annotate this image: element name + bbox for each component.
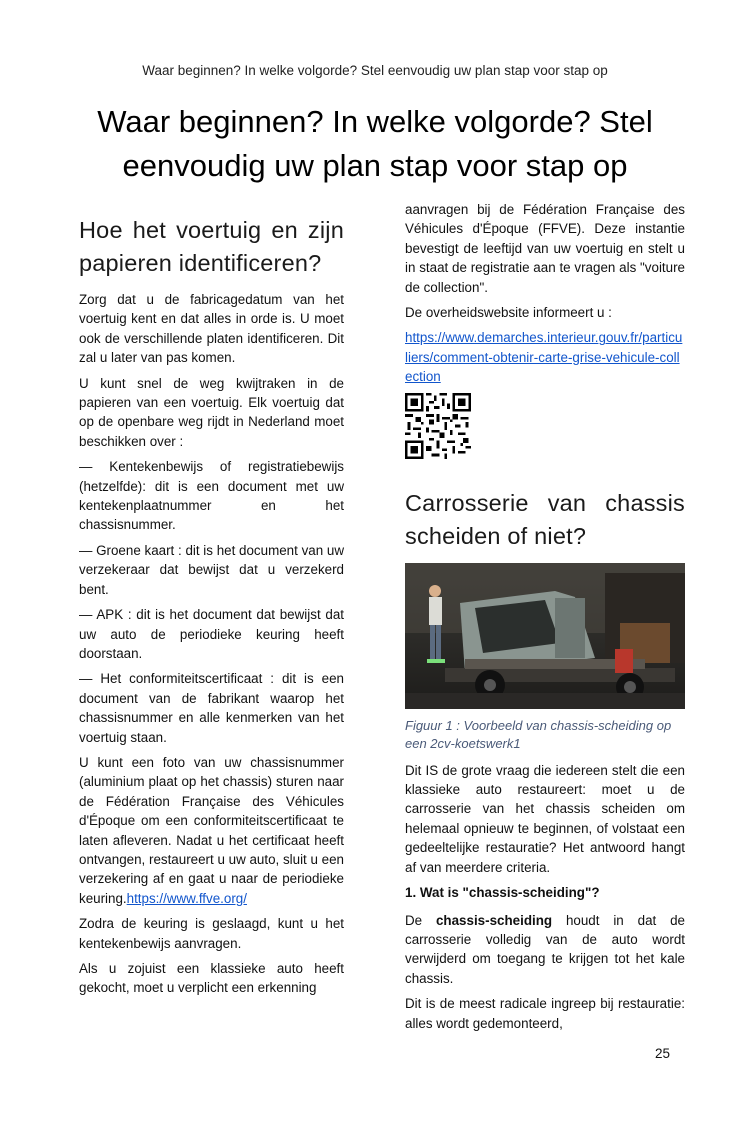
section-heading-identify: Hoe het voertuig en zijn papieren identificeren? — [79, 217, 344, 276]
paragraph: Zorg dat u de fabricagedatum van het voertuig kent en dat alles in orde is. U moet ook de verschillende platen identificeren. Dit zal u later van pas komen. — [79, 292, 344, 366]
paragraph: Als u zojuist een klassieke auto heeft gekocht, moet u verplicht een erkenning — [79, 961, 344, 996]
left-column — [79, 214, 344, 1004]
list-item-groene-kaart: — Groene kaart : dit is het document van uw verzekeraar dat bewijst dat u verzekerd bent. — [79, 542, 344, 597]
right-column — [405, 200, 685, 1039]
paragraph: Zodra de keuring is geslaagd, kunt u het kentekenbewijs aanvragen. — [79, 916, 344, 951]
paragraph — [79, 753, 344, 908]
list-item-conformiteitscertificaat: — Het conformiteitscertificaat : dit is een document van de fabrikant waarop het chassisnummer en alle kenmerken van het voertuig staan. — [79, 671, 344, 745]
paragraph — [405, 328, 685, 386]
paragraph-text: U kunt een foto van uw chassisnummer (aluminium plaat op het chassis) sturen naar de Fédération Française des Véhicules d'Époque om een conformiteitscertificaat te laten afleveren. Nadat u het certificaat heeft ontvangen, restaureert u uw auto, sluit u een verzekering af en gaat u naar de periodieke keuring. — [79, 754, 345, 906]
paragraph: Dit IS de grote vraag die iedereen stelt die een klassieke auto restaureert: moet u de carrosserie van het chassis scheiden om helemaal opnieuw te beginnen, of volstaat een gedeeltelijke restauratie? Het antwoord hangt af van meerdere criteria. — [405, 762, 685, 875]
page-number: 25 — [655, 1046, 671, 1061]
government-website-link[interactable]: https://www.demarches.interieur.gouv.fr/particuliers/comment-obtenir-carte-grise-vehicule-collection — [405, 330, 683, 385]
running-header: Waar beginnen? In welke volgorde? Stel eenvoudig uw plan stap voor stap op — [142, 63, 608, 78]
list-item-kentekenbewijs: — Kentekenbewijs of registratiebewijs (hetzelfde): dit is een document met uw kentekenplaatnummer en het chassisnummer. — [79, 459, 344, 533]
paragraph: U kunt snel de weg kwijtraken in de papieren van een voertuig. Elk voertuig dat op de openbare weg rijdt in Nederland moet beschikken over : — [79, 375, 344, 449]
paragraph: Dit is de meest radicale ingreep bij restauratie: alles wordt gedemonteerd, — [405, 996, 685, 1031]
paragraph — [405, 911, 685, 989]
list-item-apk: — APK : dit is het document dat bewijst dat uw auto de periodieke keuring heeft doorstaan. — [79, 607, 344, 661]
paragraph-text: De — [405, 912, 436, 928]
ffve-link[interactable]: https://www.ffve.org/ — [126, 890, 247, 906]
section-heading-chassis: Carrosserie van chassis scheiden of niet? — [405, 489, 685, 549]
bold-term: chassis-scheiding — [435, 912, 553, 928]
numbered-subheading: 1. Wat is "chassis-scheiding"? — [405, 885, 600, 901]
paragraph-text: houdt in dat de carrosserie volledig van de auto wordt verwijderd om toegang te krijgen tot het kale chassis. — [405, 912, 685, 986]
paragraph: De overheidswebsite informeert u : — [405, 305, 612, 321]
car-restoration-photo — [405, 563, 685, 709]
qr-code-icon — [405, 393, 471, 459]
figure-caption: Figuur 1 : Voorbeeld van chassis-scheiding op een 2cv-koetswerk1 — [405, 717, 672, 751]
page-title: Waar beginnen? In welke volgorde? Stel eenvoudig uw plan stap voor stap op — [97, 104, 653, 183]
paragraph: aanvragen bij de Fédération Française des Véhicules d'Époque (FFVE). Deze instantie bevestigt de leeftijd van uw voertuig en stelt u in staat de registratie aan te vragen als "voiture de collection". — [405, 202, 685, 295]
